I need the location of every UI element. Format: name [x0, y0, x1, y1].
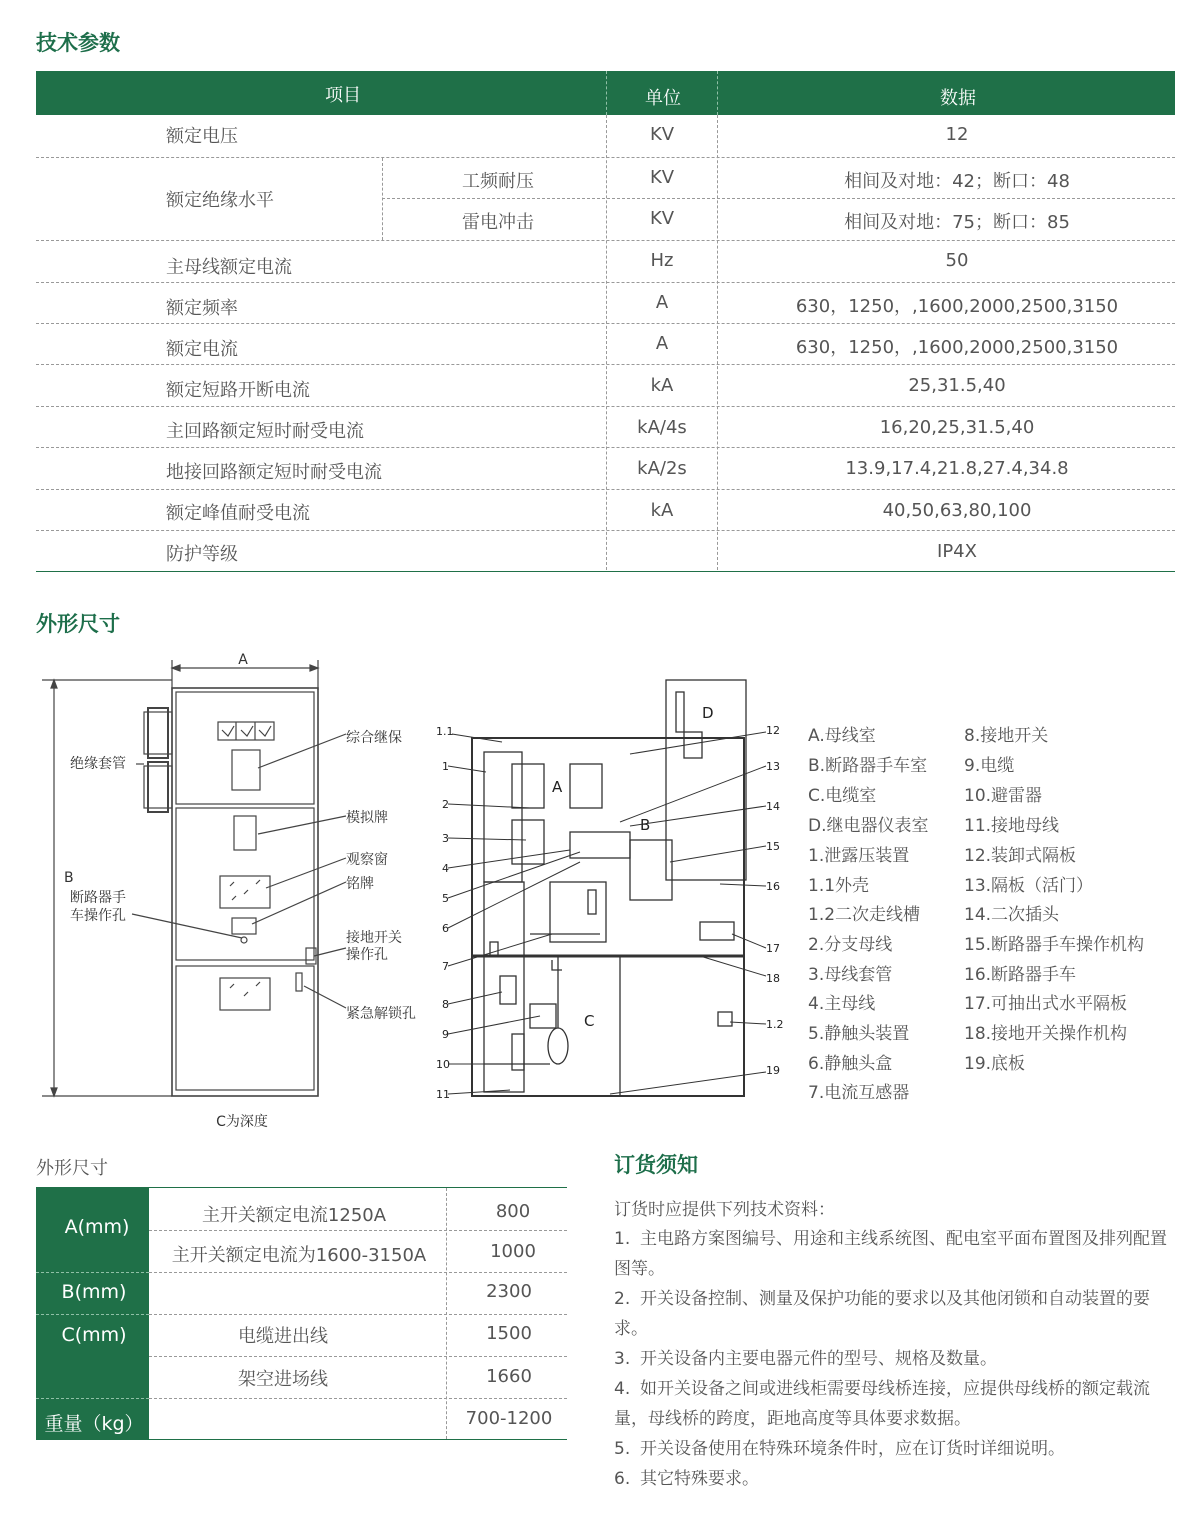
legend-item: 17.可抽出式水平隔板	[964, 994, 1128, 1014]
dims-c2-value: 1660	[486, 1366, 532, 1387]
label-emergency: 紧急解锁孔	[346, 1006, 416, 1022]
section-room-d: D	[702, 704, 714, 722]
spec-data: 13.9,17.4,21.8,27.4,34.8	[845, 458, 1069, 479]
spec-item: 地接回路额定短时耐受电流	[166, 462, 382, 483]
section-view-diagram	[430, 672, 790, 1104]
legend-item: 15.断路器手车操作机构	[964, 935, 1145, 955]
spec-data: 630，1250，,1600,2000,2500,3150	[795, 296, 1119, 317]
section-num: 4	[442, 862, 449, 875]
spec-unit: kA/4s	[637, 417, 687, 438]
section-num: 14	[766, 800, 780, 813]
legend-item: 10.避雷器	[964, 786, 1043, 806]
order-intro: 订货时应提供下列技术资料：	[614, 1200, 835, 1220]
label-relay: 综合继保	[346, 730, 402, 746]
depth-label: C为深度	[216, 1114, 268, 1130]
spec-item: 主回路额定短时耐受电流	[166, 421, 364, 442]
dims-weight-value: 700-1200	[465, 1408, 553, 1429]
dim-b-label: B	[64, 870, 74, 886]
spec-data: IP4X	[937, 541, 977, 562]
spec-item: 额定峰值耐受电流	[166, 503, 310, 524]
header-item: 项目	[325, 85, 361, 106]
legend-item: 4.主母线	[808, 994, 876, 1014]
label-nameplate: 铭牌	[346, 876, 374, 892]
spec-unit: kA	[650, 500, 674, 521]
spec-data: 相间及对地：42；断口：48	[844, 171, 1070, 192]
legend-item: 14.二次插头	[964, 905, 1060, 925]
dims-a1-desc: 主开关额定电流1250A	[201, 1205, 387, 1226]
spec-item: 额定频率	[166, 298, 238, 319]
legend-item: 2.分支母线	[808, 935, 893, 955]
order-item: 1. 主电路方案图编号、用途和主线系统图、配电室平面布置图及排列配置图等。	[614, 1229, 1167, 1279]
dims-c2-desc: 架空进场线	[238, 1369, 328, 1390]
spec-unit: KV	[649, 208, 675, 229]
label-breaker-hole-2: 车操作孔	[70, 908, 126, 924]
legend-item: 6.静触头盒	[808, 1054, 893, 1074]
spec-item: 额定短路开断电流	[166, 380, 310, 401]
section-num: 17	[766, 942, 780, 955]
legend-item: 11.接地母线	[964, 816, 1060, 836]
spec-subitem: 工频耐压	[462, 171, 534, 192]
header-unit: 单位	[645, 88, 681, 109]
spec-item: 额定电压	[166, 126, 238, 147]
label-earth-hole-2: 操作孔	[346, 947, 388, 963]
section-num: 12	[766, 724, 780, 737]
legend-item: D.继电器仪表室	[808, 816, 929, 836]
order-item: 4. 如开关设备之间或进线柜需要母线桥连接，应提供母线桥的额定载流量，母线桥的跨度，距地高度等具体要求数据。	[614, 1379, 1150, 1429]
spec-table-header	[36, 71, 1175, 115]
spec-unit: Hz	[650, 250, 674, 271]
label-bushing: 绝缘套管	[70, 756, 126, 772]
section-num: 1.1	[436, 725, 454, 738]
spec-unit: KV	[649, 124, 675, 145]
spec-item: 额定电流	[166, 339, 238, 360]
spec-unit: A	[655, 292, 669, 313]
front-view-diagram	[36, 648, 436, 1138]
spec-item: 主母线额定电流	[166, 257, 292, 278]
section-num: 3	[442, 832, 449, 845]
header-data: 数据	[940, 88, 976, 109]
spec-col-divider	[382, 158, 383, 240]
order-item: 5. 开关设备使用在特殊环境条件时，应在订货时详细说明。	[614, 1439, 1065, 1459]
dims-a2-desc: 主开关额定电流为1600-3150A	[171, 1245, 427, 1266]
section-num: 11	[436, 1088, 450, 1101]
spec-unit: kA/2s	[637, 458, 687, 479]
order-item: 2. 开关设备控制、测量及保护功能的要求以及其他闭锁和自动装置的要求。	[614, 1289, 1150, 1339]
section-room-b: B	[640, 816, 651, 834]
section-num: 13	[766, 760, 780, 773]
order-title: 订货须知	[614, 1153, 698, 1177]
spec-item: 防护等级	[166, 544, 238, 565]
legend-item: 18.接地开关操作机构	[964, 1024, 1128, 1044]
dims-a2-value: 1000	[490, 1241, 536, 1262]
legend-item: 1.泄露压装置	[808, 846, 910, 866]
section-num: 1	[442, 760, 449, 773]
spec-data: 相间及对地：75；断口：85	[844, 212, 1070, 233]
section-num: 1.2	[766, 1018, 784, 1031]
spec-data: 40,50,63,80,100	[882, 500, 1032, 521]
spec-unit: kA	[650, 375, 674, 396]
shape-title: 外形尺寸	[36, 612, 120, 636]
spec-subitem: 雷电冲击	[462, 212, 534, 233]
dims-weight-label: 重量（kg）	[44, 1413, 144, 1435]
spec-data: 16,20,25,31.5,40	[879, 417, 1035, 438]
dims-a-label: A(mm)	[64, 1216, 130, 1238]
spec-col-divider	[606, 115, 607, 570]
legend-item: 8.接地开关	[964, 726, 1049, 746]
spec-col-divider	[717, 115, 718, 570]
section-room-a: A	[552, 778, 563, 796]
section-num: 9	[442, 1028, 449, 1041]
legend-item: 9.电缆	[964, 756, 1015, 776]
legend-item: 19.底板	[964, 1054, 1026, 1074]
spec-data: 12	[945, 124, 969, 145]
dims-b-value: 2300	[486, 1281, 532, 1302]
section-num: 7	[442, 960, 449, 973]
spec-unit: A	[655, 333, 669, 354]
tech-title: 技术参数	[36, 31, 120, 55]
section-num: 5	[442, 892, 449, 905]
order-item: 3. 开关设备内主要电器元件的型号、规格及数量。	[614, 1349, 997, 1369]
spec-data: 25,31.5,40	[908, 375, 1006, 396]
legend-item: 1.2二次走线槽	[808, 905, 921, 925]
section-num: 18	[766, 972, 780, 985]
legend-item: 3.母线套管	[808, 965, 893, 985]
section-room-c: C	[584, 1012, 595, 1030]
legend-item: 12.装卸式隔板	[964, 846, 1077, 866]
legend-item: B.断路器手车室	[808, 756, 928, 776]
section-num: 10	[436, 1058, 450, 1071]
dims-c1-desc: 电缆进出线	[238, 1326, 328, 1347]
section-num: 15	[766, 840, 780, 853]
dims-title: 外形尺寸	[36, 1158, 108, 1179]
spec-item: 额定绝缘水平	[166, 190, 274, 211]
dims-a1-value: 800	[495, 1201, 531, 1222]
spec-data: 50	[945, 250, 969, 271]
label-breaker-hole-1: 断路器手	[70, 890, 126, 906]
section-num: 16	[766, 880, 780, 893]
legend-item: 7.电流互感器	[808, 1083, 910, 1103]
order-item: 6. 其它特殊要求。	[614, 1469, 759, 1489]
legend-item: C.电缆室	[808, 786, 877, 806]
legend-item: A.母线室	[808, 726, 876, 746]
section-num: 2	[442, 798, 449, 811]
spec-unit: KV	[649, 167, 675, 188]
legend-item: 13.隔板（活门）	[964, 876, 1094, 896]
legend-item: 1.1外壳	[808, 876, 870, 896]
dim-a-label: A	[238, 652, 248, 668]
section-num: 19	[766, 1064, 780, 1077]
spec-data: 630，1250，,1600,2000,2500,3150	[795, 337, 1119, 358]
label-earth-hole-1: 接地开关	[346, 930, 402, 946]
legend-item: 16.断路器手车	[964, 965, 1077, 985]
dims-b-label: B(mm)	[61, 1281, 127, 1303]
dims-c1-value: 1500	[486, 1323, 532, 1344]
dims-c-label: C(mm)	[61, 1324, 127, 1346]
section-num: 8	[442, 998, 449, 1011]
section-num: 6	[442, 922, 449, 935]
label-mimic: 模拟牌	[346, 810, 388, 826]
legend-item: 5.静触头装置	[808, 1024, 910, 1044]
label-window: 观察窗	[346, 852, 388, 868]
